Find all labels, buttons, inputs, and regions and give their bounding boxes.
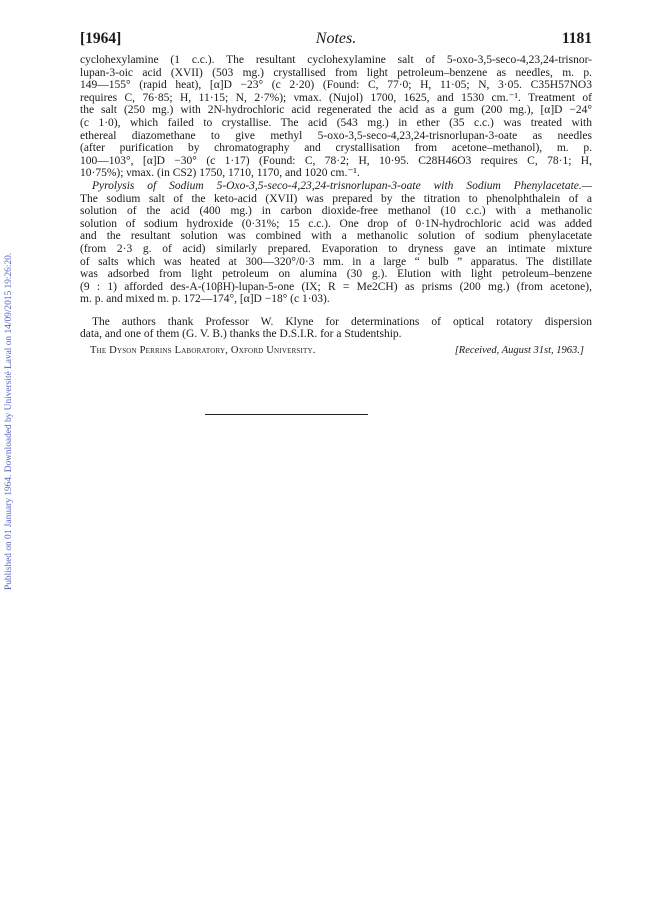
section-heading-line: Pyrolysis of Sodium 5-Oxo-3,5-seco-4,23,24-trisnorlupan-3-oate with Sodium Phenylacetate.— xyxy=(92,179,592,192)
text-line: (from 2·3 g. of acid) similarly prepared. Evaporation to dryness gave an intimate mixture xyxy=(80,242,592,255)
end-rule xyxy=(205,414,368,415)
text-line: 100—103°, [α]D −30° (c 1·17) (Found: C, 78·2; H, 10·95. C28H46O3 requires C, 78·1; H, xyxy=(80,154,592,167)
text-line: was adsorbed from light petroleum on alumina (30 g.). Elution with light petroleum–benzene xyxy=(80,268,592,281)
journal-page xyxy=(80,30,592,359)
received-date: [Received, August 31st, 1963.] xyxy=(454,345,584,357)
download-notice xyxy=(2,160,18,600)
text-line: ethereal diazomethane to give methyl 5-oxo-3,5-seco-4,23,24-trisnorlupan-3-oate as needles xyxy=(80,129,592,142)
text-line: cyclohexylamine (1 c.c.). The resultant cyclohexylamine salt of 5-oxo-3,5-seco-4,23,24-trisnor- xyxy=(80,54,592,66)
text-line: solution of the acid (400 mg.) in carbon dioxide-free methanol (10 c.c.) with a methanolic xyxy=(80,205,592,218)
paragraph-gap xyxy=(80,306,592,316)
text-line: (9 : 1) afforded des-A-(10βH)-lupan-5-one (IX; R = Me2CH) as prisms (200 mg.) (from acetone), xyxy=(80,280,592,293)
text-line: of salts which was heated at 300—320°/0·3 mm. in a large “ bulb ” apparatus. The distillate xyxy=(80,255,592,268)
text-line: requires C, 76·85; H, 11·15; N, 2·7%); νmax. (Nujol) 1700, 1625, and 1530 cm.⁻¹. Treatment of xyxy=(80,91,592,104)
acknowledgement-paragraph xyxy=(80,316,592,341)
text-line: m. p. and mixed m. p. 172—174°, [α]D −18° (c 1·03). xyxy=(80,293,330,306)
text-line: (c 1·0), which failed to crystallise. The acid (543 mg.) in ether (35 c.c.) was treated with xyxy=(80,116,592,129)
text-line: 149—155° (rapid heat), [α]D −23° (c 2·20) (Found: C, 77·0; H, 11·05; N, 3·05. C35H57NO3 xyxy=(80,79,592,92)
text-line: The sodium salt of the keto-acid (XVII) was prepared by the titration to phenolphthalein of a xyxy=(80,192,592,205)
text-line: data, and one of them (G. V. B.) thanks the D.S.I.R. for a Studentship. xyxy=(80,328,402,341)
text-line: The authors thank Professor W. Klyne for determinations of optical rotatory dispersion xyxy=(92,315,592,328)
text-line: the salt (250 mg.) with 2N-hydrochloric acid regenerated the acid as a gum (200 mg.), [α]D −24° xyxy=(80,104,592,117)
text-line: solution of sodium hydroxide (0·31%; 15 c.c.). One drop of 0·1N-hydrochloric acid was added xyxy=(80,217,592,230)
affiliation-line xyxy=(80,345,592,359)
year-label: [1964] xyxy=(80,30,122,47)
running-head xyxy=(80,30,592,54)
page-number: 1181 xyxy=(561,30,592,47)
text-line: (after purification by chromatography and crystallisation from acetone–methanol), m. p. xyxy=(80,142,592,155)
text-line: 10·75%); νmax. (in CS2) 1750, 1710, 1170, and 1020 cm.⁻¹. xyxy=(80,167,360,180)
text-line: and the resultant solution was combined with a methanolic solution of sodium phenylacetate xyxy=(80,230,592,243)
laboratory-name: The Dyson Perrins Laboratory, Oxford University. xyxy=(90,345,316,357)
paragraph-1 xyxy=(80,54,592,180)
text-line: lupan-3-oic acid (XVII) (503 mg.) crystallised from light petroleum–benzene as needles, m. p. xyxy=(80,66,592,79)
download-notice-text: Published on 01 January 1964. Downloaded by Université Laval on 14/09/2015 19:26:20. xyxy=(4,252,14,590)
paragraph-2 xyxy=(80,180,592,306)
section-title: Notes. xyxy=(315,30,357,47)
